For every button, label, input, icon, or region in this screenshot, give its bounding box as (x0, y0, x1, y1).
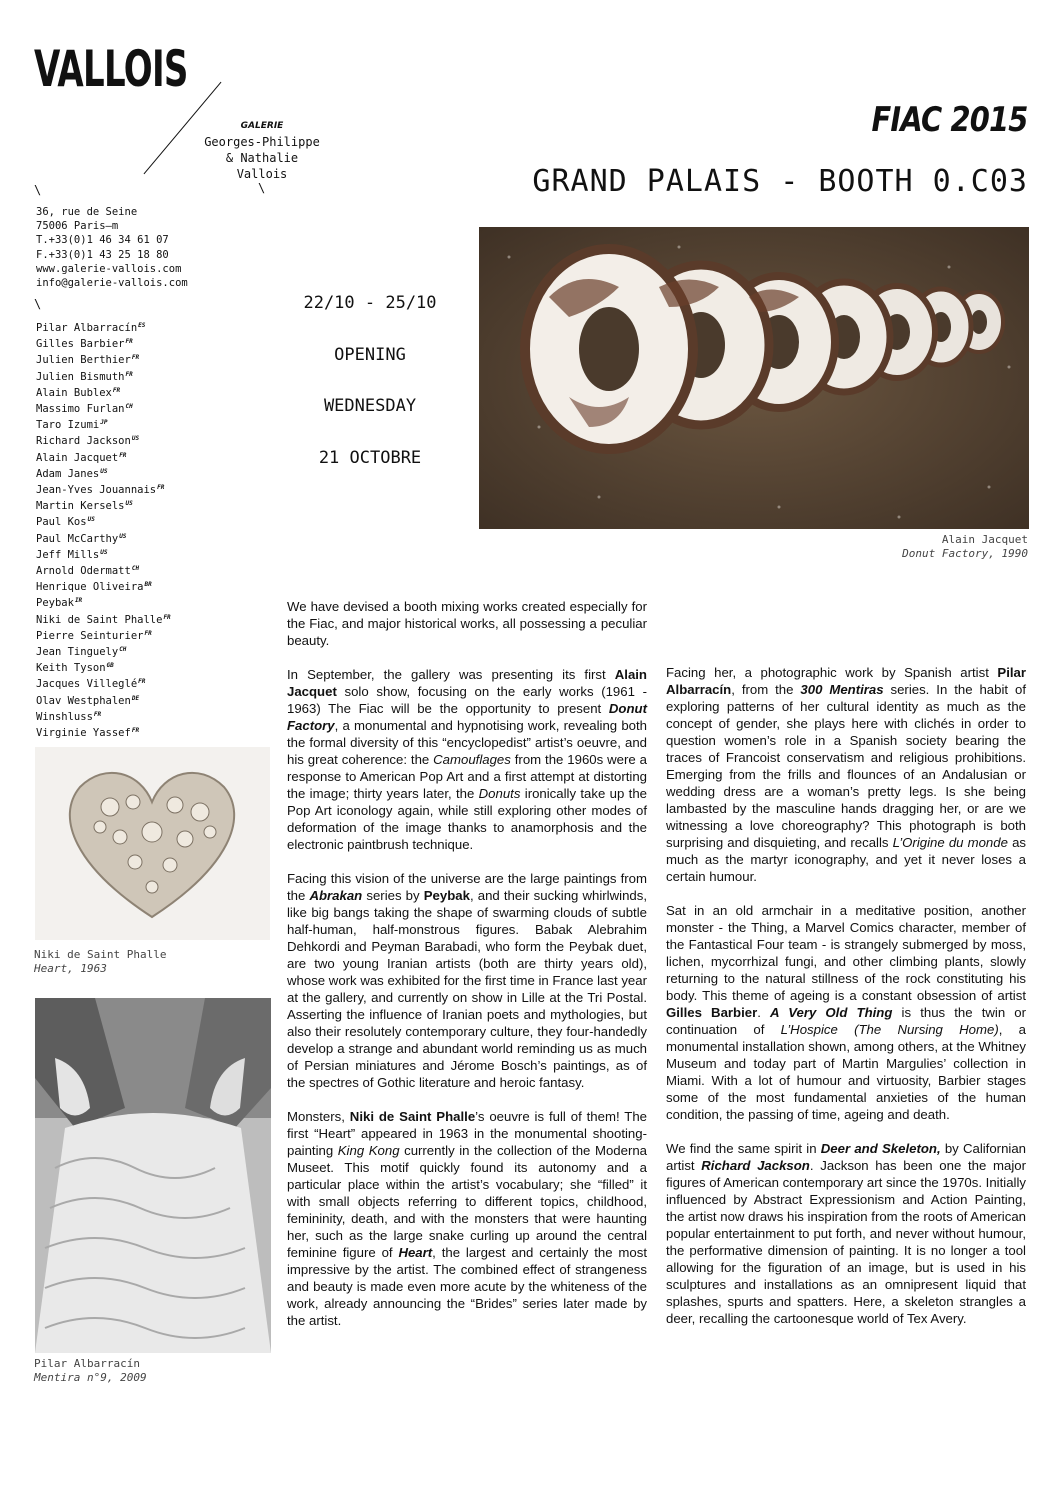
artist-list-item (36, 611, 171, 627)
artist-list (36, 319, 171, 740)
artist-list-item (36, 659, 171, 675)
artist-name: Paul Kos (36, 516, 87, 529)
emphasis-text: Richard Jackson (701, 1158, 810, 1173)
emphasis-text: Niki de Saint Phalle (349, 1109, 476, 1124)
body-paragraph: Facing her, a photographic work by Spanish artist Pilar Albarracín, from the 300 Mentiras series. In the habit of exploring patterns of her cultural identity as much as the concept of gender, she plays here with clichés in order to question women’s role in a Spanish society bearing the traces of Francoist conservatism and religious prohibitions. Emerging from the frills and flounces of an Andalusian or wedding dress are a woman’s pretty legs. Is she being lambasted by the masculine hands dragging her, or are we witnessing a love choreography? This photograph is both surprising and disquieting, and recalls L’Origine du monde as much as the martyr iconography, and yet it never loses a certain humour. (666, 665, 1026, 884)
artist-name: Alain Bublex (36, 386, 112, 399)
schedule-block (280, 278, 460, 484)
donut-factory-artwork-image (479, 227, 1029, 529)
emphasis-text: Abrakan (309, 888, 363, 903)
artist-name: Martin Kersels (36, 500, 125, 513)
artist-list-item (36, 368, 171, 384)
fair-dates: 22/10 - 25/10 (303, 293, 437, 313)
artist-list-item (36, 384, 171, 400)
artist-country-code: FR (138, 678, 146, 686)
artist-list-item (36, 594, 171, 610)
artist-name: Olav Westphalen (36, 694, 131, 707)
artist-name: Pierre Seinturier (36, 629, 144, 642)
artist-name: Alain Jacquet (36, 451, 119, 464)
artist-country-code: BR (144, 581, 152, 589)
gallery-address (36, 205, 188, 290)
emphasis-text: Heart (398, 1245, 433, 1260)
artist-name: Peybak (36, 597, 74, 610)
artist-name: Jean-Yves Jouannais (36, 484, 157, 497)
artist-list-item (36, 578, 171, 594)
gallery-name-line: Vallois (236, 167, 288, 181)
artist-country-code: FR (157, 484, 165, 492)
caption-artist: Alain Jacquet (941, 533, 1028, 546)
heart-caption (34, 948, 166, 976)
artist-list-item (36, 400, 171, 416)
artist-country-code: FR (163, 613, 171, 621)
artist-list-item (36, 627, 171, 643)
artist-list-item (36, 335, 171, 351)
tick-mark: \ (34, 297, 42, 311)
artist-list-item (36, 708, 171, 724)
artist-list-item (36, 416, 171, 432)
intro-paragraph: We have devised a booth mixing works created especially for the Fiac, and major historical works, all possessing a peculiar beauty. (287, 599, 647, 648)
artist-list-item (36, 530, 171, 546)
artist-name: Julien Berthier (36, 354, 131, 367)
emphasis-text: A Very Old Thing (770, 1005, 893, 1020)
artist-name: Taro Izumi (36, 419, 100, 432)
artist-list-item (36, 692, 171, 708)
artist-name: Jean Tinguely (36, 646, 119, 659)
emphasis-text: King Kong (337, 1143, 400, 1158)
artist-country-code: DE (131, 694, 140, 702)
artist-list-item (36, 675, 171, 691)
artist-name: Winshluss (36, 710, 93, 723)
artist-list-item (36, 643, 171, 659)
artist-list-item (36, 351, 171, 367)
artist-name: Henrique Oliveira (36, 581, 144, 594)
website-link[interactable]: www.galerie-vallois.com (36, 262, 182, 275)
artist-country-code: FR (144, 629, 152, 637)
tick-mark: \ (258, 181, 266, 195)
galerie-label: GALERIE (240, 121, 284, 131)
opening-date: 21 OCTOBRE (318, 447, 422, 468)
mentira-caption (34, 1357, 147, 1385)
gallery-logo: VALLOIS (34, 40, 188, 98)
artist-country-code: US (100, 548, 108, 556)
artist-name: Jacques Villeglé (36, 678, 138, 691)
emphasis-text: Donuts (478, 786, 521, 801)
opening-label: OPENING (334, 344, 406, 365)
artist-name: Arnold Odermatt (36, 565, 131, 578)
emphasis-text: Peybak (423, 888, 470, 903)
gallery-name-line: & Nathalie (225, 151, 299, 165)
artist-country-code: FR (125, 338, 133, 346)
artist-country-code: GB (106, 662, 114, 670)
gallery-name-block (200, 118, 324, 182)
opening-day: WEDNESDAY (323, 396, 417, 416)
body-paragraph: Monsters, Niki de Saint Phalle’s oeuvre is full of them! The first “Heart” appeared in 1963 in the monumental shooting-painting King Kong currently in the collection of the Moderna Museet. This motif quickly found its autonomy and a particular place within the artist’s vocabulary; she “filled” it with small objects referring to different topics, childhood, femininity, death, and with the monsters that were haunting her, such as the large snake curling up around the central feminine figure of Heart, the largest and certainly the most impressive by the artist. The combined effect of strangeness and beauty is made even more acute by the whiteness of the work, already announcing the “Brides” series later made by the artist. (287, 1109, 648, 1328)
artist-name: Pilar Albarracín (36, 322, 138, 334)
artist-country-code: FR (93, 710, 102, 718)
artist-name: Paul McCarthy (36, 532, 119, 545)
artist-name: Richard Jackson (36, 435, 131, 448)
caption-work: Donut Factory, 1990 (902, 547, 1028, 560)
artist-country-code: US (131, 435, 140, 443)
booth-location: GRAND PALAIS - BOOTH 0.C03 (532, 164, 1028, 199)
body-paragraph: In September, the gallery was presenting its first Alain Jacquet solo show, focusing on the early works (1961 - 1963) The Fiac will be the opportunity to present Donut Factory, a monumental and hypnotising work, revealing both the formal diversity of this “encyclopedist” artist’s oeuvre, and his great coherence: the Camouflages from the 1960s were a response to American Pop Art and a first attempt at distorting the image; thirty years later, the Donuts ironically take up the Pop Art iconology again, while still exploring other modes of deformation of the image thanks to anamorphosis and the electronic paintbrush technique. (287, 667, 647, 852)
body-paragraph: Facing this vision of the universe are the large paintings from the Abrakan series by Peybak, and their sucking whirlwinds, like big bangs taking the shape of swarming clouds of subtle half-human, half-monstrous figures. Babak Alebrahim Dehkordi and Peyman Barabadi, who form the Peybak duet, are two young Iranian artists (both are thirty years old), whose work was exhibited for the first time in France last year at the gallery, and currently on show in Lille at the Tri Postal. Asserting the influence of Iranian poets and mythologies, but also their resolutely contemporary culture, they four-handedly develop a strange and abundant world reminding us as much of Persian miniatures and Jérome Bosch’s paintings, as of the spectres of Gothic literature and heroic fantasy. (287, 871, 647, 1090)
artist-country-code: US (125, 500, 133, 508)
artist-country-code: CH (125, 403, 133, 411)
artist-list-item (36, 724, 171, 740)
emphasis-text: Pilar Albarracín (666, 665, 1026, 697)
emphasis-text: Donut Factory (287, 701, 647, 733)
caption-artist: Pilar Albarracín (34, 1357, 140, 1370)
emphasis-text: L’Origine du monde (892, 835, 1008, 850)
artist-list-item (36, 513, 171, 529)
artist-name: Gilles Barbier (36, 338, 125, 351)
artist-country-code: CH (131, 565, 140, 573)
artist-country-code: US (100, 467, 108, 475)
artist-country-code: FR (119, 451, 127, 459)
gallery-name-line: Georges-Philippe (204, 135, 320, 149)
artist-name: Adam Janes (36, 467, 100, 480)
artist-list-item (36, 319, 171, 335)
emphasis-text: Deer and Skeleton, (820, 1141, 941, 1156)
phone-line: T.+33(0)1 46 34 61 07 (36, 234, 169, 247)
artist-country-code: JP (100, 419, 108, 427)
artist-country-code: CH (119, 646, 127, 654)
artist-country-code: FR (125, 370, 133, 378)
artist-country-code: US (119, 532, 127, 540)
fax-line: F.+33(0)1 43 25 18 80 (36, 248, 169, 261)
artist-country-code: ES (138, 322, 146, 329)
address-line: 75006 Paris—m (36, 220, 119, 233)
body-paragraph: Sat in an old armchair in a meditative position, another monster - the Thing, a Marvel Comics character, member of the Fantastical Four team - is strangely submerged by moss, lichen, mycorrhizal fungi, and other climbing plants, slowly returning to the natural stillness of the rock constituting his body. This theme of ageing is a constant obsession of artist Gilles Barbier. A Very Old Thing is thus the twin or continuation of L’Hospice (The Nursing Home), a monumental installation shown, among others, at the Whitney Museum and today part of Martin Margulies’ collection in Miami. With a lot of humour and virtuosity, Barbier stages some of the most fundamental anxieties of the human condition, the passing of time, ageing and death. (666, 903, 1027, 1122)
artist-country-code: FR (112, 386, 121, 394)
body-paragraph: We find the same spirit in Deer and Skeleton, by Californian artist Richard Jackson. Jackson has been one the major figures of American contemporary art since the 1970s. Initially influenced by Abstract Expressionism and Action Painting, the artist now draws his inspiration from the roots of American popular entertainment to put forth, and never without humour, the performative dimension of painting. It is no longer a tool allowing for the figuration of an image, but is used in his sculptures and installations as an omnipresent liquid that splashes, spurts and spatters. Here, a skeleton strangles a deer, recalling the cartoonesque world of Tex Avery. (666, 1141, 1027, 1326)
caption-work: Heart, 1963 (34, 962, 107, 975)
artist-list-item (36, 481, 171, 497)
address-line: 36, rue de Seine (36, 206, 138, 218)
heart-artwork-image (35, 747, 270, 940)
caption-artist: Niki de Saint Phalle (34, 948, 167, 961)
emphasis-text: Camouflages (433, 752, 511, 767)
artist-name: Julien Bismuth (36, 370, 125, 383)
artist-country-code: IR (74, 597, 83, 605)
mentira-artwork-photo (35, 998, 271, 1353)
artist-name: Niki de Saint Phalle (36, 613, 163, 626)
artist-country-code: FR (131, 354, 140, 362)
emphasis-text: 300 Mentiras (800, 682, 884, 697)
artist-list-item (36, 465, 171, 481)
artist-list-item (36, 449, 171, 465)
event-title: FIAC 2015 (871, 100, 1028, 140)
artist-name: Massimo Furlan (36, 403, 125, 416)
artist-name: Jeff Mills (36, 548, 100, 561)
artist-list-item (36, 497, 171, 513)
artist-country-code: FR (131, 727, 140, 735)
artist-list-item (36, 546, 171, 562)
artist-name: Keith Tyson (36, 662, 106, 675)
body-column-left (287, 598, 647, 1346)
emphasis-text: Gilles Barbier (666, 1005, 758, 1020)
email-link[interactable]: info@galerie-vallois.com (36, 277, 188, 290)
emphasis-text: Alain Jacquet (287, 667, 647, 699)
artist-list-item (36, 432, 171, 448)
emphasis-text: L’Hospice (The Nursing Home) (780, 1022, 999, 1037)
artist-country-code: US (87, 516, 95, 524)
body-column-right (666, 664, 1026, 1344)
artist-list-item (36, 562, 171, 578)
artist-name: Virginie Yassef (36, 727, 131, 740)
caption-work: Mentira n°9, 2009 (34, 1371, 147, 1384)
tick-mark: \ (34, 183, 42, 197)
donut-caption (902, 533, 1028, 561)
